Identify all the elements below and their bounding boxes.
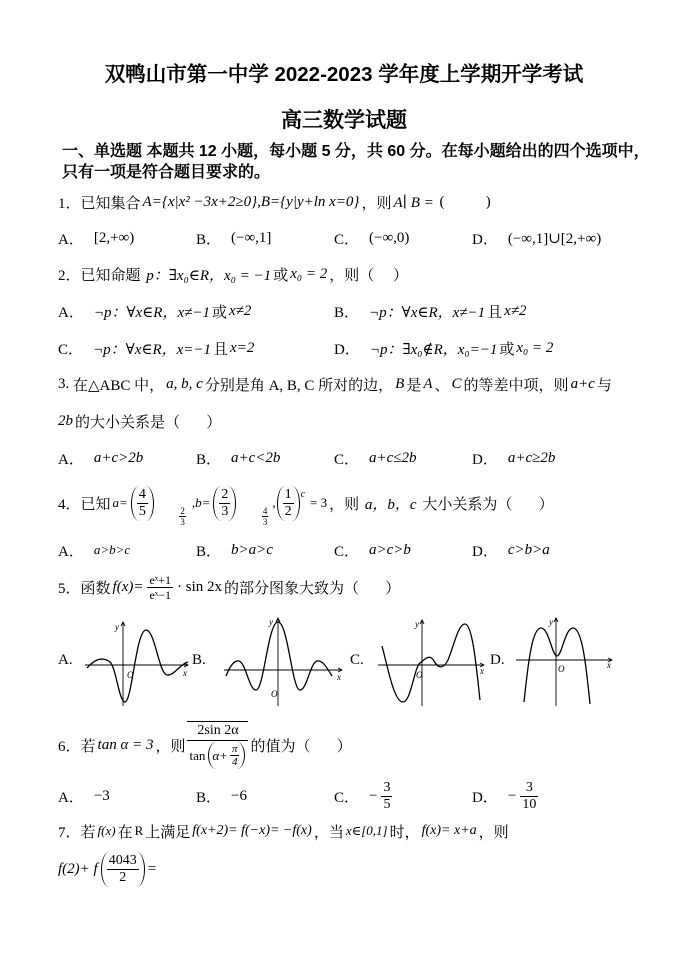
- fraction-numerator: 2: [180, 506, 185, 516]
- function-curve: [524, 628, 590, 704]
- question-number: 6．: [58, 738, 81, 755]
- answer-blank: 的大小关系是（ ）: [75, 414, 222, 431]
- option-label: C．: [334, 543, 360, 560]
- exam-title: 双鸭山市第一中学 2022-2023 学年度上学期开学考试: [104, 63, 584, 86]
- question-text: 或: [273, 267, 289, 284]
- option-value: c>b>a: [507, 541, 550, 558]
- question-number: 4．: [58, 496, 81, 513]
- function-curve: [226, 622, 332, 690]
- fraction: [107, 853, 139, 886]
- question-text: 函数: [80, 580, 111, 597]
- graph-b: [222, 614, 346, 710]
- fraction-numerator: 1: [284, 486, 292, 502]
- q6-option-c: [334, 776, 394, 816]
- exponent: [155, 485, 188, 544]
- question-6: [58, 717, 352, 773]
- option-label: B.: [192, 651, 206, 668]
- fraction-denominator: 10: [522, 796, 537, 812]
- math-expression: f(x+2)= f(−x)= −f(x): [192, 823, 312, 838]
- answer-blank: 的值为（ ）: [250, 738, 352, 755]
- math-expression: x₀ = 2: [516, 339, 554, 356]
- minus-sign: −: [507, 787, 517, 804]
- option-value: [2,+∞): [93, 229, 135, 246]
- q1-option-d: [472, 227, 603, 249]
- q3-option-d: [472, 447, 557, 469]
- exam-subtitle: 高三数学试题: [281, 109, 407, 132]
- option-value: −3: [93, 787, 110, 804]
- function-curve: [87, 630, 188, 702]
- math-expression: x≠2: [228, 302, 252, 319]
- question-number: 2．: [58, 267, 81, 284]
- math-expression: p：∃x₀∈R，x₀ = −1: [146, 267, 272, 284]
- option-label: C．: [334, 789, 360, 806]
- conjunction: 且: [487, 304, 503, 321]
- minus-sign: −: [369, 787, 378, 804]
- option-label: A．: [58, 451, 84, 468]
- x-axis-label: x: [607, 660, 611, 670]
- q2-option-d: [334, 337, 555, 359]
- q3-option-a: [58, 447, 145, 469]
- question-4: [58, 485, 554, 527]
- q6-option-a: [58, 776, 112, 816]
- question-text: ，则: [361, 195, 392, 212]
- math-expression: α+: [212, 747, 228, 763]
- q2-option-b: [334, 300, 529, 322]
- math-expression: x∈[0,1]: [345, 823, 388, 838]
- fraction-numerator: 3: [383, 779, 391, 795]
- q4-option-d: [472, 539, 552, 561]
- option-value: a+c≤2b: [369, 449, 417, 466]
- graph-c: [376, 616, 488, 708]
- question-text: 是: [406, 377, 422, 394]
- answer-blank: 大小关系为（ ）: [418, 496, 554, 513]
- question-5: [58, 569, 400, 605]
- fraction-denominator: 4: [231, 756, 238, 768]
- option-label: B．: [196, 231, 222, 248]
- fraction-denominator: 2: [119, 869, 127, 885]
- math-expression: f(x): [97, 823, 116, 838]
- x-axis-label: x: [183, 668, 187, 678]
- math-expression: a，b，c: [364, 496, 417, 513]
- q5-option-b: [192, 649, 214, 671]
- option-label: B．: [196, 543, 222, 560]
- option-value: a+c>2b: [93, 449, 144, 466]
- q3-option-c: [334, 447, 419, 469]
- q2-option-a: [58, 300, 253, 322]
- y-axis-label: y: [115, 622, 119, 632]
- question-text: 的等差中项，则: [463, 377, 569, 394]
- fraction-numerator: 4: [262, 506, 268, 516]
- graph-a: [82, 618, 192, 708]
- origin-label: O: [127, 670, 134, 680]
- question-text: 与: [596, 377, 612, 394]
- option-label: D．: [472, 231, 498, 248]
- fraction: [137, 487, 148, 520]
- conjunction: 或: [499, 341, 515, 358]
- parenthesized-group: [208, 742, 245, 769]
- q6-option-b: [196, 776, 249, 816]
- fraction-numerator: 2sin 2α: [187, 721, 248, 741]
- question-text: ，则: [478, 824, 509, 841]
- option-label: C．: [334, 231, 360, 248]
- question-text: ，则: [155, 738, 186, 755]
- math-expression: C: [451, 375, 462, 392]
- math-expression: = 3: [310, 495, 328, 510]
- answer-blank: 的部分图象大致为（ ）: [224, 580, 401, 597]
- q1-option-b: [196, 227, 273, 249]
- conjunction: 或: [211, 304, 227, 321]
- section-heading-line-2: 只有一项是符合题目要求的。: [62, 164, 271, 181]
- q3-option-b: [196, 447, 282, 469]
- fraction: [283, 487, 294, 520]
- option-label: A．: [58, 543, 84, 560]
- math-expression: f(x)= x+a: [421, 823, 477, 838]
- option-label: D．: [472, 543, 498, 560]
- option-label: C．: [58, 341, 84, 358]
- origin-label: O: [271, 689, 278, 699]
- fraction-denominator: 3: [262, 517, 268, 527]
- option-label: D.: [490, 651, 505, 668]
- parenthesized-group: [131, 486, 154, 521]
- fraction-denominator: [187, 741, 248, 769]
- question-text: 已知: [80, 496, 111, 513]
- x-axis-label: x: [480, 666, 484, 676]
- function-curve: [382, 624, 480, 702]
- parenthesized-group: [213, 486, 236, 521]
- math-expression: =: [147, 860, 157, 877]
- question-number: 7．: [58, 824, 81, 841]
- fraction: [219, 487, 230, 520]
- q5-option-a: [58, 649, 81, 671]
- option-value: (−∞,0): [369, 229, 410, 246]
- option-label: D．: [472, 789, 498, 806]
- answer-blank: ，则（ ）: [329, 267, 408, 284]
- option-label: A．: [58, 789, 84, 806]
- math-expression: ¬p：∀x∈R，x≠−1: [369, 304, 486, 321]
- question-3-line-2: [58, 410, 221, 432]
- fraction: [230, 743, 240, 768]
- parenthesized-group: [277, 486, 300, 521]
- y-axis-label: y: [415, 619, 419, 629]
- math-expression: a=: [112, 495, 128, 510]
- fraction-numerator: 2: [221, 486, 229, 502]
- question-text: 分别是角 A, B, C 所对的边，: [204, 377, 394, 394]
- question-text: 若: [80, 824, 96, 841]
- question-text: ，则: [329, 496, 363, 513]
- fraction: [520, 780, 538, 813]
- fraction-numerator: π: [231, 743, 238, 755]
- math-expression: f(2)+ f: [58, 860, 98, 877]
- option-label: D．: [472, 451, 498, 468]
- option-value: a+c≥2b: [507, 449, 556, 466]
- section-heading-line-1: 一、单选题 本题共 12 小题，每小题 5 分，共 60 分。在每小题给出的四个选项中，: [62, 143, 650, 160]
- math-expression: B: [395, 375, 405, 392]
- math-expression: ¬p：∀x∈R，x=−1: [93, 341, 212, 358]
- option-label: B．: [196, 789, 222, 806]
- option-label: D．: [334, 341, 360, 358]
- fraction-numerator: 3: [520, 780, 538, 797]
- option-label: A．: [58, 231, 84, 248]
- option-value: a>c>b: [369, 541, 411, 558]
- fraction: [179, 506, 186, 527]
- q6-option-d: [472, 776, 540, 816]
- option-label: B．: [334, 304, 360, 321]
- fraction: [381, 780, 392, 813]
- q1-option-a: [58, 227, 136, 249]
- option-label: A．: [58, 304, 84, 321]
- fraction-denominator: 5: [383, 796, 391, 812]
- math-expression: a, b, c: [166, 375, 203, 392]
- question-text: ，当: [313, 824, 344, 841]
- fraction: [147, 573, 173, 602]
- math-expression: ,b=: [191, 495, 211, 510]
- option-value: a+c<2b: [231, 449, 281, 466]
- graph-d: [514, 614, 616, 708]
- question-number: 5．: [58, 580, 81, 597]
- math-expression: x₀ = 2: [290, 265, 328, 282]
- y-axis-label: y: [549, 617, 553, 627]
- q1-option-c: [334, 227, 411, 249]
- question-text: 在△ABC 中，: [73, 377, 165, 394]
- question-7-line-2: [58, 849, 158, 889]
- math-expression: ¬p：∀x∈R，x≠−1: [93, 304, 210, 321]
- option-value: −6: [231, 787, 247, 804]
- math-expression: x=2: [230, 339, 255, 356]
- question-number: 3.: [58, 375, 73, 392]
- question-text: 、: [434, 377, 450, 394]
- fraction: [262, 506, 269, 527]
- option-value: (−∞,1]∪[2,+∞): [507, 230, 602, 247]
- option-label: C.: [350, 651, 364, 668]
- question-7-line-1: [58, 820, 509, 842]
- option-value: a>b>c: [93, 542, 131, 557]
- x-axis-label: x: [337, 672, 341, 682]
- math-expression: A∣ B =: [393, 194, 434, 211]
- fraction: [187, 721, 248, 769]
- conjunction: 且: [213, 341, 229, 358]
- origin-label: O: [416, 670, 423, 680]
- math-expression: ,: [272, 495, 276, 510]
- tan-function: tan: [189, 747, 206, 763]
- math-expression: 2b: [58, 412, 73, 429]
- math-expression: · sin 2x: [177, 578, 223, 595]
- y-axis-label: y: [269, 617, 273, 627]
- origin-label: O: [558, 664, 565, 674]
- fraction-numerator: eˣ+1: [149, 572, 172, 587]
- fraction-denominator: 3: [180, 517, 185, 527]
- q5-option-d: [490, 649, 513, 671]
- q4-option-b: [196, 539, 275, 561]
- question-text: 若: [80, 738, 96, 755]
- q5-option-c: [350, 649, 372, 671]
- math-expression: ¬p：∃x₀∉R，x₀=−1: [369, 341, 498, 358]
- q4-option-c: [334, 539, 413, 561]
- math-expression: R: [134, 823, 144, 838]
- option-label: B．: [196, 451, 222, 468]
- fraction-denominator: 3: [221, 503, 229, 519]
- option-label: A.: [58, 651, 73, 668]
- math-expression: A={x|x² −3x+2≥0},B={y|y+ln x=0}: [142, 193, 360, 210]
- question-text: 已知集合: [80, 195, 141, 212]
- question-number: 1．: [58, 195, 81, 212]
- q2-option-c: [58, 337, 256, 359]
- math-expression: tan α = 3: [97, 736, 154, 753]
- q4-option-a: [58, 539, 132, 561]
- fraction-numerator: 4: [138, 486, 146, 502]
- question-1: [58, 190, 491, 214]
- math-expression: A: [423, 375, 433, 392]
- question-text: 上满足: [145, 824, 191, 841]
- fraction-denominator: 5: [138, 503, 146, 519]
- math-expression: x≠2: [504, 302, 527, 319]
- exponent: c: [300, 489, 306, 500]
- parenthesized-group: [101, 852, 145, 887]
- option-value: (−∞,1]: [231, 229, 272, 246]
- option-label: C．: [334, 451, 360, 468]
- question-text: 在: [117, 824, 133, 841]
- question-text: 已知命题: [80, 267, 145, 284]
- fraction-denominator: 2: [284, 503, 292, 519]
- fraction-denominator: eˣ−1: [149, 587, 172, 602]
- math-expression: a+c: [570, 375, 595, 392]
- math-expression: f(x)=: [112, 578, 144, 595]
- question-3-line-1: [58, 373, 612, 395]
- option-value: b>a>c: [231, 541, 273, 558]
- fraction-numerator: 4043: [108, 852, 137, 868]
- answer-blank: ( ): [435, 193, 491, 210]
- question-2: [58, 263, 408, 285]
- exponent: [237, 485, 270, 544]
- question-text: 时，: [389, 824, 420, 841]
